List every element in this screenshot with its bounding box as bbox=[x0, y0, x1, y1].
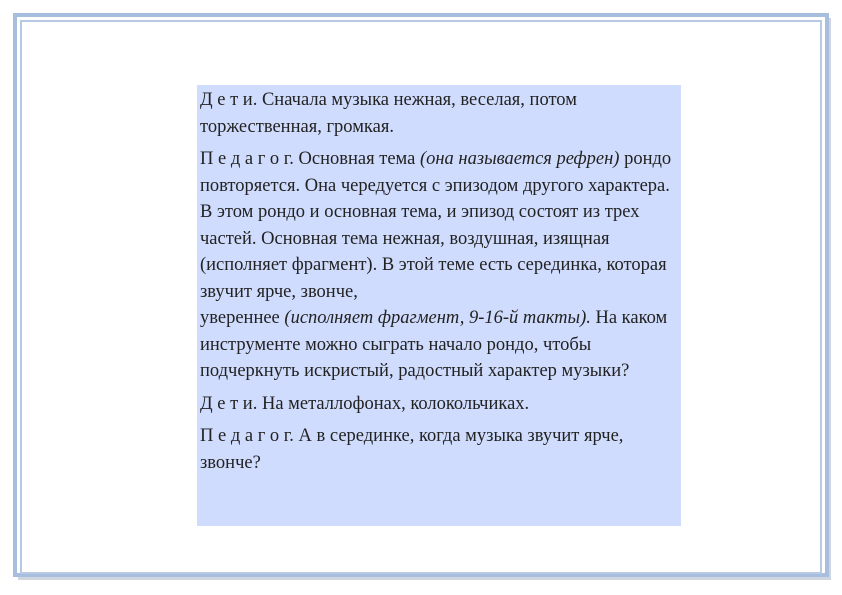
speech-italic-note: (исполняет фрагмент, 9-16-й такты). bbox=[284, 308, 591, 328]
dialogue-paragraph-teacher-2 bbox=[200, 423, 681, 476]
speech-text: На металлофонах, колокольчиках. bbox=[261, 393, 530, 414]
dialogue-paragraph-teacher-1 bbox=[200, 146, 681, 385]
speech-italic-note: (она называется рефрен) bbox=[419, 149, 620, 169]
speech-text: рондо повторяется. Она чередуется с эпизодом другого характера. В этом рондо и основная тема, и эпизод состоят из трех частей. Основная тема нежная, воздушная, изящная (исполняет фрагмент). В этой теме есть серединка, которая звучит ярче, звонче, bbox=[200, 149, 672, 302]
speech-text: А в серединке, когда музыка звучит ярче, звонче? bbox=[200, 426, 624, 473]
speech-text: Сначала музыка нежная, веселая, потом торжественная, громкая. bbox=[200, 90, 577, 137]
speech-text: На каком инструменте можно сыграть начало рондо, чтобы подчеркнуть искристый, радостный характер музыки? bbox=[200, 308, 668, 381]
speech-text: Основная тема bbox=[298, 149, 416, 169]
speaker-label: Д е т и. bbox=[200, 393, 258, 414]
speaker-label: П е д а г о г. bbox=[200, 149, 294, 169]
speaker-label: Д е т и. bbox=[200, 90, 258, 110]
dialogue-text-box bbox=[197, 85, 681, 526]
speaker-label: П е д а г о г. bbox=[200, 426, 294, 446]
speech-text: увереннее bbox=[200, 308, 280, 328]
dialogue-paragraph-children-2 bbox=[200, 391, 681, 418]
dialogue-paragraph-children-1 bbox=[200, 87, 681, 140]
